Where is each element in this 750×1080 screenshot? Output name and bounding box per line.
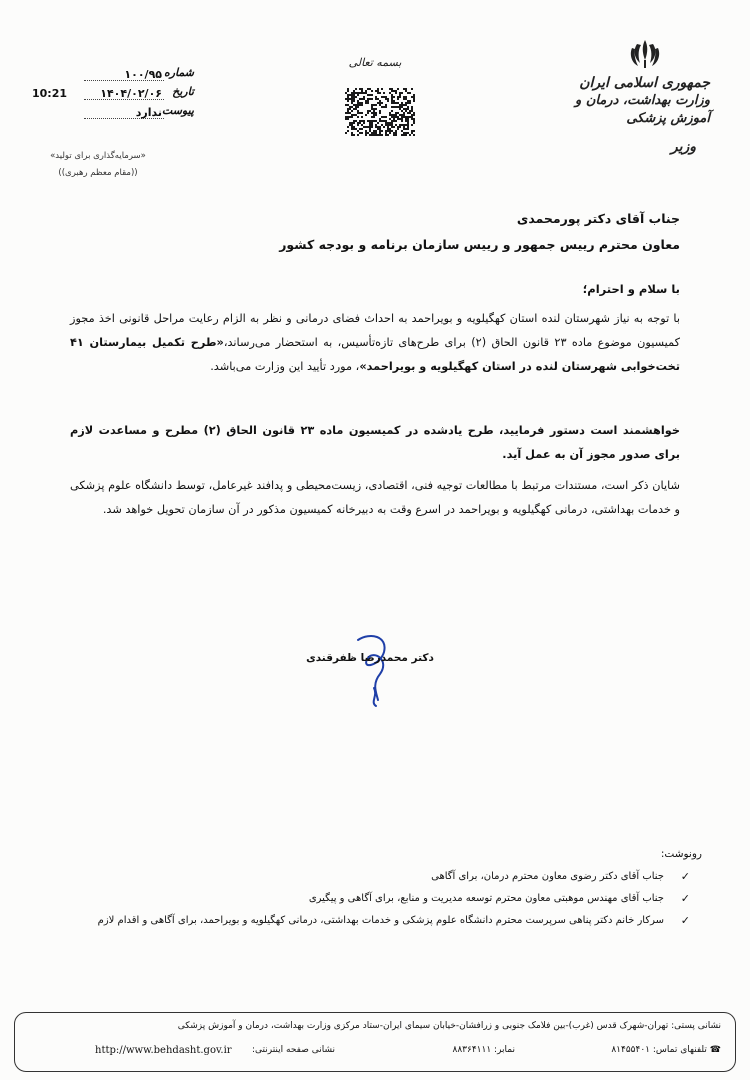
meta-number-row: [28, 66, 208, 85]
number-value: ۱۰۰/۹۵: [124, 68, 162, 81]
checkmark-icon: ✓: [680, 892, 690, 905]
letter-meta: [28, 66, 208, 123]
meta-date-row: [28, 85, 208, 104]
invocation: بسمه تعالی: [348, 56, 402, 69]
copy-item-text: جناب آقای مهندس موهبتی معاون محترم توسعه مدیریت و منابع، برای آگاهی و پیگیری: [308, 893, 664, 904]
iran-emblem-icon: [628, 38, 662, 70]
copy-item-text: جناب آقای دکتر رضوی معاون محترم درمان، برای آگاهی: [431, 871, 664, 882]
telephone-icon: ☎: [709, 1045, 721, 1055]
paragraph-3: شایان ذکر است، مستندات مرتبط با مطالعات توجیه فنی، اقتصادی، زیست‌محیطی و پدافند غیرعامل، توسط دانشگاه علوم پزشکی و خدمات بهداشتی، درمانی کهگیلویه و بویراحمد در اسرع وقت به دبیرخانه کمیسیون مذکور در آن سازمان تحویل خواهد شد.: [70, 479, 680, 516]
date-label: تاریخ: [172, 85, 194, 98]
motto: [38, 148, 158, 182]
ministry-line-2: وزارت بهداشت، درمان و آموزش پزشکی: [575, 93, 710, 126]
copy-item: [80, 888, 690, 910]
number-label: شماره: [163, 66, 194, 79]
date-value: ۱۴۰۴/۰۲/۰۶: [100, 87, 162, 100]
project-title: «طرح تکمیل بیمارستان ۴۱ تخت‌خوابی شهرستان لنده در استان کهگیلویه و بویراحمد»: [70, 336, 680, 373]
footer-box: [14, 1012, 736, 1072]
signature-name: دکتر محمدرضا ظفرقندی: [306, 652, 434, 664]
footer-fax: نمابر: ۸۸۳۶۴۱۱۱: [452, 1045, 515, 1055]
copy-item: [80, 866, 690, 888]
copy-item: [80, 910, 690, 932]
copy-item-text: سرکار خانم دکتر پناهی سرپرست محترم دانشگاه علوم پزشکی و خدمات بهداشتی، درمانی کهگیلویه و بویراحمد، برای آگاهی و اقدام لازم: [97, 915, 664, 926]
signature-scribble: [340, 630, 400, 710]
addressee-line-1: جناب آقای دکتر پورمحمدی: [516, 211, 680, 226]
paragraph-1: [70, 307, 680, 379]
footer-address: نشانی پستی: تهران-شهرک قدس (غرب)-بین فلامک جنوبی و زرافشان-خیابان سیمای ایران-ستاد مرکزی وزارت بهداشت، درمان و آموزش پزشکی: [177, 1021, 721, 1031]
greeting: با سلام و احترام؛: [582, 282, 680, 296]
qr-code-icon: [345, 88, 415, 136]
ministry-line-3: وزیر: [670, 139, 696, 155]
addressee-line-2: معاون محترم رییس جمهور و رییس سازمان برنامه و بودجه کشور: [279, 237, 680, 252]
copies-title: رونوشت:: [660, 848, 702, 860]
meta-attachment-row: [28, 104, 208, 123]
footer-url[interactable]: http://www.behdasht.gov.ir: [95, 1045, 232, 1056]
time-value: 10:21: [32, 87, 68, 100]
ministry-line-1: جمهوری اسلامی ایران: [579, 75, 710, 91]
motto-line-2: ((مقام معظم رهبری)): [58, 168, 138, 178]
addressee: [60, 206, 680, 258]
footer-phone: [611, 1045, 721, 1055]
footer-phone-text: تلفنهای تماس: ۸۱۴۵۵۴۰۱: [611, 1045, 707, 1055]
copies-list: [80, 866, 690, 932]
paragraph-1-end: ، مورد تأیید این وزارت می‌باشد.: [210, 360, 360, 373]
checkmark-icon: ✓: [680, 914, 690, 927]
footer-web-label: نشانی صفحه اینترنتی:: [252, 1045, 335, 1055]
motto-line-1: «سرمایه‌گذاری برای تولید»: [50, 151, 146, 161]
paragraph-1-text: با توجه به نیاز شهرستان لنده استان کهگیلویه و بویراحمد به احداث فضای درمانی و نظر به الزام رعایت مراحل قانونی اخذ مجوز کمیسیون موضوع ماده ۲۳ قانون الحاق (۲) برای طرح‌های تازه‌تأسیس، به استحضار می‌رساند،: [70, 312, 681, 349]
attachment-label: پیوست: [161, 104, 194, 117]
checkmark-icon: ✓: [680, 870, 690, 883]
paragraph-2: خواهشمند است دستور فرمایید، طرح یادشده در کمیسیون ماده ۲۳ قانون الحاق (۲) مطرح و مساعدت لازم برای صدور مجوز آن به عمل آید.: [70, 424, 680, 461]
ministry-title: [570, 74, 710, 158]
attachment-value: ندارد: [135, 106, 162, 119]
